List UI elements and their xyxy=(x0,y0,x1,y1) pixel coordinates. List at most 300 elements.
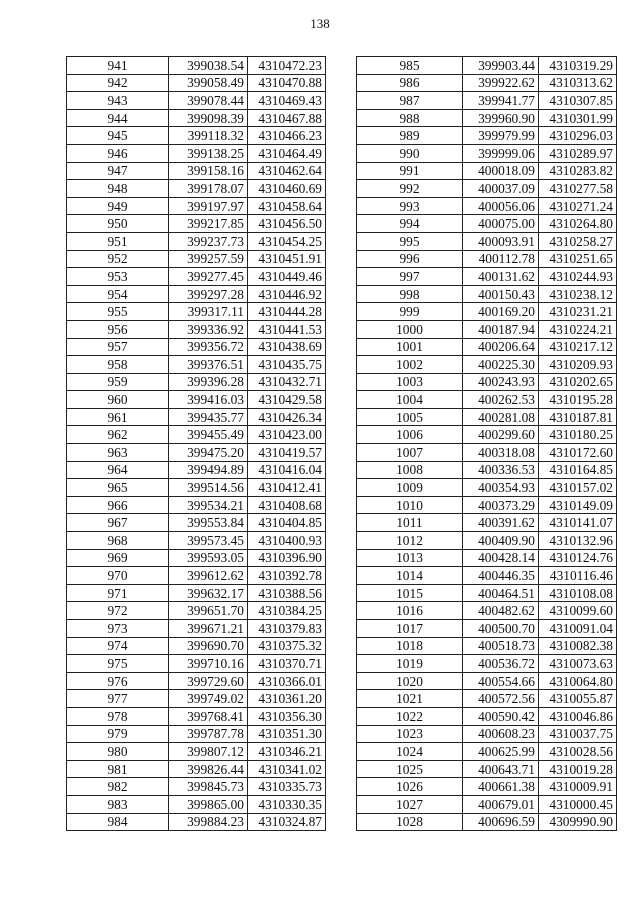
y-coordinate-cell: 4310157.02 xyxy=(539,479,617,497)
x-coordinate-cell: 399138.25 xyxy=(169,144,248,162)
point-number-cell: 976 xyxy=(67,672,169,690)
point-number-cell: 983 xyxy=(67,795,169,813)
table-row xyxy=(357,144,617,162)
y-coordinate-cell: 4310356.30 xyxy=(248,707,326,725)
table-row xyxy=(67,92,326,110)
table-row xyxy=(357,197,617,215)
table-row xyxy=(67,760,326,778)
table-row xyxy=(357,760,617,778)
page-number: 138 xyxy=(310,16,330,31)
y-coordinate-cell: 4310108.08 xyxy=(539,584,617,602)
x-coordinate-cell: 400206.64 xyxy=(463,338,539,356)
table-row xyxy=(357,444,617,462)
table-row xyxy=(357,338,617,356)
point-number-cell: 1001 xyxy=(357,338,463,356)
point-number-cell: 957 xyxy=(67,338,169,356)
point-number-cell: 994 xyxy=(357,215,463,233)
y-coordinate-cell: 4310132.96 xyxy=(539,532,617,550)
point-number-cell: 970 xyxy=(67,567,169,585)
y-coordinate-cell: 4310324.87 xyxy=(248,813,326,831)
x-coordinate-cell: 399158.16 xyxy=(169,162,248,180)
table-row xyxy=(67,496,326,514)
x-coordinate-cell: 400093.91 xyxy=(463,232,539,250)
table-row xyxy=(67,637,326,655)
y-coordinate-cell: 4310209.93 xyxy=(539,356,617,374)
y-coordinate-cell: 4310366.01 xyxy=(248,672,326,690)
table-row xyxy=(357,549,617,567)
x-coordinate-cell: 399376.51 xyxy=(169,356,248,374)
table-row xyxy=(357,268,617,286)
point-number-cell: 960 xyxy=(67,391,169,409)
x-coordinate-cell: 399729.60 xyxy=(169,672,248,690)
y-coordinate-cell: 4310449.46 xyxy=(248,268,326,286)
x-coordinate-cell: 400409.90 xyxy=(463,532,539,550)
y-coordinate-cell: 4310202.65 xyxy=(539,373,617,391)
y-coordinate-cell: 4310000.45 xyxy=(539,795,617,813)
y-coordinate-cell: 4310019.28 xyxy=(539,760,617,778)
point-number-cell: 959 xyxy=(67,373,169,391)
point-number-cell: 958 xyxy=(67,356,169,374)
table-row xyxy=(357,795,617,813)
table-row xyxy=(67,672,326,690)
point-number-cell: 963 xyxy=(67,444,169,462)
y-coordinate-cell: 4310341.02 xyxy=(248,760,326,778)
table-row xyxy=(357,567,617,585)
table-row xyxy=(67,57,326,75)
x-coordinate-cell: 400536.72 xyxy=(463,655,539,673)
point-number-cell: 1019 xyxy=(357,655,463,673)
y-coordinate-cell: 4310454.25 xyxy=(248,232,326,250)
x-coordinate-cell: 399257.59 xyxy=(169,250,248,268)
x-coordinate-cell: 399078.44 xyxy=(169,92,248,110)
table-row xyxy=(67,250,326,268)
point-number-cell: 978 xyxy=(67,707,169,725)
point-number-cell: 949 xyxy=(67,197,169,215)
y-coordinate-cell: 4310009.91 xyxy=(539,778,617,796)
y-coordinate-cell: 4310396.90 xyxy=(248,549,326,567)
y-coordinate-cell: 4310462.64 xyxy=(248,162,326,180)
y-coordinate-cell: 4310464.49 xyxy=(248,144,326,162)
point-number-cell: 1017 xyxy=(357,620,463,638)
point-number-cell: 1009 xyxy=(357,479,463,497)
x-coordinate-cell: 400150.43 xyxy=(463,285,539,303)
coordinates-table-right xyxy=(356,56,617,831)
point-number-cell: 974 xyxy=(67,637,169,655)
table-row xyxy=(357,57,617,75)
point-number-cell: 971 xyxy=(67,584,169,602)
table-row xyxy=(357,250,617,268)
table-row xyxy=(357,215,617,233)
table-row xyxy=(357,496,617,514)
x-coordinate-cell: 399787.78 xyxy=(169,725,248,743)
table-row xyxy=(67,567,326,585)
y-coordinate-cell: 4310404.85 xyxy=(248,514,326,532)
table-row xyxy=(67,268,326,286)
y-coordinate-cell: 4310467.88 xyxy=(248,109,326,127)
x-coordinate-cell: 399612.62 xyxy=(169,567,248,585)
x-coordinate-cell: 400572.56 xyxy=(463,690,539,708)
point-number-cell: 1020 xyxy=(357,672,463,690)
point-number-cell: 962 xyxy=(67,426,169,444)
table-row xyxy=(67,514,326,532)
y-coordinate-cell: 4310375.32 xyxy=(248,637,326,655)
table-row xyxy=(357,584,617,602)
y-coordinate-cell: 4310028.56 xyxy=(539,743,617,761)
x-coordinate-cell: 399475.20 xyxy=(169,444,248,462)
y-coordinate-cell: 4310217.12 xyxy=(539,338,617,356)
table-row xyxy=(67,356,326,374)
point-number-cell: 985 xyxy=(357,57,463,75)
table-row xyxy=(67,338,326,356)
point-number-cell: 1014 xyxy=(357,567,463,585)
x-coordinate-cell: 399494.89 xyxy=(169,461,248,479)
table-row xyxy=(67,461,326,479)
y-coordinate-cell: 4310426.34 xyxy=(248,408,326,426)
table-row xyxy=(357,707,617,725)
y-coordinate-cell: 4310172.60 xyxy=(539,444,617,462)
table-row xyxy=(67,303,326,321)
table-row xyxy=(357,74,617,92)
point-number-cell: 965 xyxy=(67,479,169,497)
y-coordinate-cell: 4310099.60 xyxy=(539,602,617,620)
x-coordinate-cell: 399960.90 xyxy=(463,109,539,127)
x-coordinate-cell: 400373.29 xyxy=(463,496,539,514)
y-coordinate-cell: 4310141.07 xyxy=(539,514,617,532)
point-number-cell: 1016 xyxy=(357,602,463,620)
point-number-cell: 989 xyxy=(357,127,463,145)
table-row xyxy=(67,743,326,761)
y-coordinate-cell: 4310460.69 xyxy=(248,180,326,198)
point-number-cell: 1006 xyxy=(357,426,463,444)
y-coordinate-cell: 4310055.87 xyxy=(539,690,617,708)
point-number-cell: 980 xyxy=(67,743,169,761)
y-coordinate-cell: 4310064.80 xyxy=(539,672,617,690)
table-row xyxy=(357,725,617,743)
x-coordinate-cell: 399632.17 xyxy=(169,584,248,602)
x-coordinate-cell: 400554.66 xyxy=(463,672,539,690)
point-number-cell: 1023 xyxy=(357,725,463,743)
x-coordinate-cell: 400169.20 xyxy=(463,303,539,321)
table-row xyxy=(357,180,617,198)
table-row xyxy=(67,813,326,831)
y-coordinate-cell: 4310361.20 xyxy=(248,690,326,708)
point-number-cell: 988 xyxy=(357,109,463,127)
x-coordinate-cell: 400608.23 xyxy=(463,725,539,743)
table-row xyxy=(67,180,326,198)
table-row xyxy=(67,707,326,725)
table-row xyxy=(357,356,617,374)
x-coordinate-cell: 400661.38 xyxy=(463,778,539,796)
y-coordinate-cell: 4310037.75 xyxy=(539,725,617,743)
point-number-cell: 987 xyxy=(357,92,463,110)
point-number-cell: 973 xyxy=(67,620,169,638)
y-coordinate-cell: 4310408.68 xyxy=(248,496,326,514)
point-number-cell: 1015 xyxy=(357,584,463,602)
point-number-cell: 977 xyxy=(67,690,169,708)
x-coordinate-cell: 399768.41 xyxy=(169,707,248,725)
point-number-cell: 981 xyxy=(67,760,169,778)
table-row xyxy=(357,637,617,655)
point-number-cell: 1005 xyxy=(357,408,463,426)
y-coordinate-cell: 4310472.23 xyxy=(248,57,326,75)
y-coordinate-cell: 4310441.53 xyxy=(248,320,326,338)
point-number-cell: 1007 xyxy=(357,444,463,462)
table-row xyxy=(67,197,326,215)
y-coordinate-cell: 4310423.00 xyxy=(248,426,326,444)
point-number-cell: 955 xyxy=(67,303,169,321)
x-coordinate-cell: 399710.16 xyxy=(169,655,248,673)
point-number-cell: 948 xyxy=(67,180,169,198)
y-coordinate-cell: 4310451.91 xyxy=(248,250,326,268)
y-coordinate-cell: 4310351.30 xyxy=(248,725,326,743)
x-coordinate-cell: 399435.77 xyxy=(169,408,248,426)
y-coordinate-cell: 4310180.25 xyxy=(539,426,617,444)
table-row xyxy=(357,743,617,761)
point-number-cell: 947 xyxy=(67,162,169,180)
point-number-cell: 964 xyxy=(67,461,169,479)
y-coordinate-cell: 4310346.21 xyxy=(248,743,326,761)
y-coordinate-cell: 4310388.56 xyxy=(248,584,326,602)
x-coordinate-cell: 399118.32 xyxy=(169,127,248,145)
y-coordinate-cell: 4310244.93 xyxy=(539,268,617,286)
y-coordinate-cell: 4310384.25 xyxy=(248,602,326,620)
y-coordinate-cell: 4310091.04 xyxy=(539,620,617,638)
x-coordinate-cell: 400428.14 xyxy=(463,549,539,567)
x-coordinate-cell: 399455.49 xyxy=(169,426,248,444)
y-coordinate-cell: 4310444.28 xyxy=(248,303,326,321)
point-number-cell: 943 xyxy=(67,92,169,110)
table-row xyxy=(357,672,617,690)
y-coordinate-cell: 4310116.46 xyxy=(539,567,617,585)
table-row xyxy=(357,285,617,303)
table-row xyxy=(357,320,617,338)
y-coordinate-cell: 4310187.81 xyxy=(539,408,617,426)
y-coordinate-cell: 4310330.35 xyxy=(248,795,326,813)
point-number-cell: 984 xyxy=(67,813,169,831)
table-row xyxy=(357,620,617,638)
point-number-cell: 967 xyxy=(67,514,169,532)
point-number-cell: 951 xyxy=(67,232,169,250)
table-row xyxy=(357,813,617,831)
point-number-cell: 945 xyxy=(67,127,169,145)
point-number-cell: 991 xyxy=(357,162,463,180)
table-row xyxy=(67,795,326,813)
table-row xyxy=(67,532,326,550)
x-coordinate-cell: 399098.39 xyxy=(169,109,248,127)
x-coordinate-cell: 400625.99 xyxy=(463,743,539,761)
x-coordinate-cell: 399979.99 xyxy=(463,127,539,145)
x-coordinate-cell: 400037.09 xyxy=(463,180,539,198)
y-coordinate-cell: 4310392.78 xyxy=(248,567,326,585)
point-number-cell: 1010 xyxy=(357,496,463,514)
point-number-cell: 992 xyxy=(357,180,463,198)
table-row xyxy=(67,127,326,145)
x-coordinate-cell: 399922.62 xyxy=(463,74,539,92)
y-coordinate-cell: 4310149.09 xyxy=(539,496,617,514)
y-coordinate-cell: 4310046.86 xyxy=(539,707,617,725)
x-coordinate-cell: 399671.21 xyxy=(169,620,248,638)
table-row xyxy=(67,479,326,497)
x-coordinate-cell: 400225.30 xyxy=(463,356,539,374)
x-coordinate-cell: 400056.06 xyxy=(463,197,539,215)
table-row xyxy=(67,373,326,391)
point-number-cell: 952 xyxy=(67,250,169,268)
point-number-cell: 995 xyxy=(357,232,463,250)
x-coordinate-cell: 400131.62 xyxy=(463,268,539,286)
table-row xyxy=(357,532,617,550)
x-coordinate-cell: 400482.62 xyxy=(463,602,539,620)
table-row xyxy=(357,655,617,673)
x-coordinate-cell: 400336.53 xyxy=(463,461,539,479)
x-coordinate-cell: 399336.92 xyxy=(169,320,248,338)
point-number-cell: 1028 xyxy=(357,813,463,831)
y-coordinate-cell: 4310370.71 xyxy=(248,655,326,673)
x-coordinate-cell: 400281.08 xyxy=(463,408,539,426)
point-number-cell: 972 xyxy=(67,602,169,620)
table-row xyxy=(357,373,617,391)
table-row xyxy=(357,602,617,620)
point-number-cell: 1004 xyxy=(357,391,463,409)
table-row xyxy=(67,690,326,708)
table-row xyxy=(357,778,617,796)
x-coordinate-cell: 399999.06 xyxy=(463,144,539,162)
table-row xyxy=(67,620,326,638)
table-row xyxy=(67,391,326,409)
y-coordinate-cell: 4310301.99 xyxy=(539,109,617,127)
x-coordinate-cell: 400318.08 xyxy=(463,444,539,462)
x-coordinate-cell: 399396.28 xyxy=(169,373,248,391)
y-coordinate-cell: 4310164.85 xyxy=(539,461,617,479)
y-coordinate-cell: 4310289.97 xyxy=(539,144,617,162)
table-row xyxy=(357,461,617,479)
y-coordinate-cell: 4310319.29 xyxy=(539,57,617,75)
x-coordinate-cell: 399534.21 xyxy=(169,496,248,514)
point-number-cell: 969 xyxy=(67,549,169,567)
table-row xyxy=(67,655,326,673)
x-coordinate-cell: 400112.78 xyxy=(463,250,539,268)
x-coordinate-cell: 399514.56 xyxy=(169,479,248,497)
y-coordinate-cell: 4310469.43 xyxy=(248,92,326,110)
point-number-cell: 990 xyxy=(357,144,463,162)
x-coordinate-cell: 399317.11 xyxy=(169,303,248,321)
y-coordinate-cell: 4310466.23 xyxy=(248,127,326,145)
point-number-cell: 993 xyxy=(357,197,463,215)
y-coordinate-cell: 4310438.69 xyxy=(248,338,326,356)
y-coordinate-cell: 4310435.75 xyxy=(248,356,326,374)
x-coordinate-cell: 399356.72 xyxy=(169,338,248,356)
table-row xyxy=(357,690,617,708)
x-coordinate-cell: 399197.97 xyxy=(169,197,248,215)
y-coordinate-cell: 4310258.27 xyxy=(539,232,617,250)
y-coordinate-cell: 4310456.50 xyxy=(248,215,326,233)
point-number-cell: 1011 xyxy=(357,514,463,532)
x-coordinate-cell: 399553.84 xyxy=(169,514,248,532)
x-coordinate-cell: 400696.59 xyxy=(463,813,539,831)
x-coordinate-cell: 399845.73 xyxy=(169,778,248,796)
table-row xyxy=(67,215,326,233)
point-number-cell: 1008 xyxy=(357,461,463,479)
x-coordinate-cell: 399690.70 xyxy=(169,637,248,655)
table-row xyxy=(67,144,326,162)
point-number-cell: 1024 xyxy=(357,743,463,761)
y-coordinate-cell: 4310238.12 xyxy=(539,285,617,303)
y-coordinate-cell: 4310073.63 xyxy=(539,655,617,673)
table-row xyxy=(357,391,617,409)
table-row xyxy=(67,109,326,127)
y-coordinate-cell: 4310379.83 xyxy=(248,620,326,638)
x-coordinate-cell: 400590.42 xyxy=(463,707,539,725)
x-coordinate-cell: 399593.05 xyxy=(169,549,248,567)
point-number-cell: 956 xyxy=(67,320,169,338)
table-row xyxy=(67,602,326,620)
table-row xyxy=(67,162,326,180)
y-coordinate-cell: 4310400.93 xyxy=(248,532,326,550)
point-number-cell: 1021 xyxy=(357,690,463,708)
y-coordinate-cell: 4310082.38 xyxy=(539,637,617,655)
x-coordinate-cell: 399038.54 xyxy=(169,57,248,75)
x-coordinate-cell: 399941.77 xyxy=(463,92,539,110)
table-row xyxy=(357,479,617,497)
y-coordinate-cell: 4310458.64 xyxy=(248,197,326,215)
point-number-cell: 961 xyxy=(67,408,169,426)
x-coordinate-cell: 400262.53 xyxy=(463,391,539,409)
x-coordinate-cell: 399903.44 xyxy=(463,57,539,75)
point-number-cell: 968 xyxy=(67,532,169,550)
x-coordinate-cell: 399297.28 xyxy=(169,285,248,303)
y-coordinate-cell: 4310224.21 xyxy=(539,320,617,338)
point-number-cell: 941 xyxy=(67,57,169,75)
table-row xyxy=(357,426,617,444)
point-number-cell: 1000 xyxy=(357,320,463,338)
point-number-cell: 966 xyxy=(67,496,169,514)
y-coordinate-cell: 4310419.57 xyxy=(248,444,326,462)
point-number-cell: 954 xyxy=(67,285,169,303)
y-coordinate-cell: 4310307.85 xyxy=(539,92,617,110)
point-number-cell: 1002 xyxy=(357,356,463,374)
x-coordinate-cell: 399178.07 xyxy=(169,180,248,198)
point-number-cell: 1013 xyxy=(357,549,463,567)
x-coordinate-cell: 399807.12 xyxy=(169,743,248,761)
point-number-cell: 944 xyxy=(67,109,169,127)
y-coordinate-cell: 4310432.71 xyxy=(248,373,326,391)
table-row xyxy=(67,285,326,303)
table-row xyxy=(357,232,617,250)
point-number-cell: 979 xyxy=(67,725,169,743)
x-coordinate-cell: 399237.73 xyxy=(169,232,248,250)
x-coordinate-cell: 400075.00 xyxy=(463,215,539,233)
table-row xyxy=(67,725,326,743)
table-row xyxy=(357,162,617,180)
point-number-cell: 996 xyxy=(357,250,463,268)
point-number-cell: 999 xyxy=(357,303,463,321)
point-number-cell: 1018 xyxy=(357,637,463,655)
y-coordinate-cell: 4310124.76 xyxy=(539,549,617,567)
table-row xyxy=(67,549,326,567)
point-number-cell: 946 xyxy=(67,144,169,162)
table-row xyxy=(357,408,617,426)
x-coordinate-cell: 400446.35 xyxy=(463,567,539,585)
y-coordinate-cell: 4310470.88 xyxy=(248,74,326,92)
table-row xyxy=(357,92,617,110)
y-coordinate-cell: 4310446.92 xyxy=(248,285,326,303)
y-coordinate-cell: 4310195.28 xyxy=(539,391,617,409)
table-row xyxy=(67,584,326,602)
x-coordinate-cell: 400391.62 xyxy=(463,514,539,532)
x-coordinate-cell: 399416.03 xyxy=(169,391,248,409)
x-coordinate-cell: 400464.51 xyxy=(463,584,539,602)
point-number-cell: 986 xyxy=(357,74,463,92)
x-coordinate-cell: 399749.02 xyxy=(169,690,248,708)
